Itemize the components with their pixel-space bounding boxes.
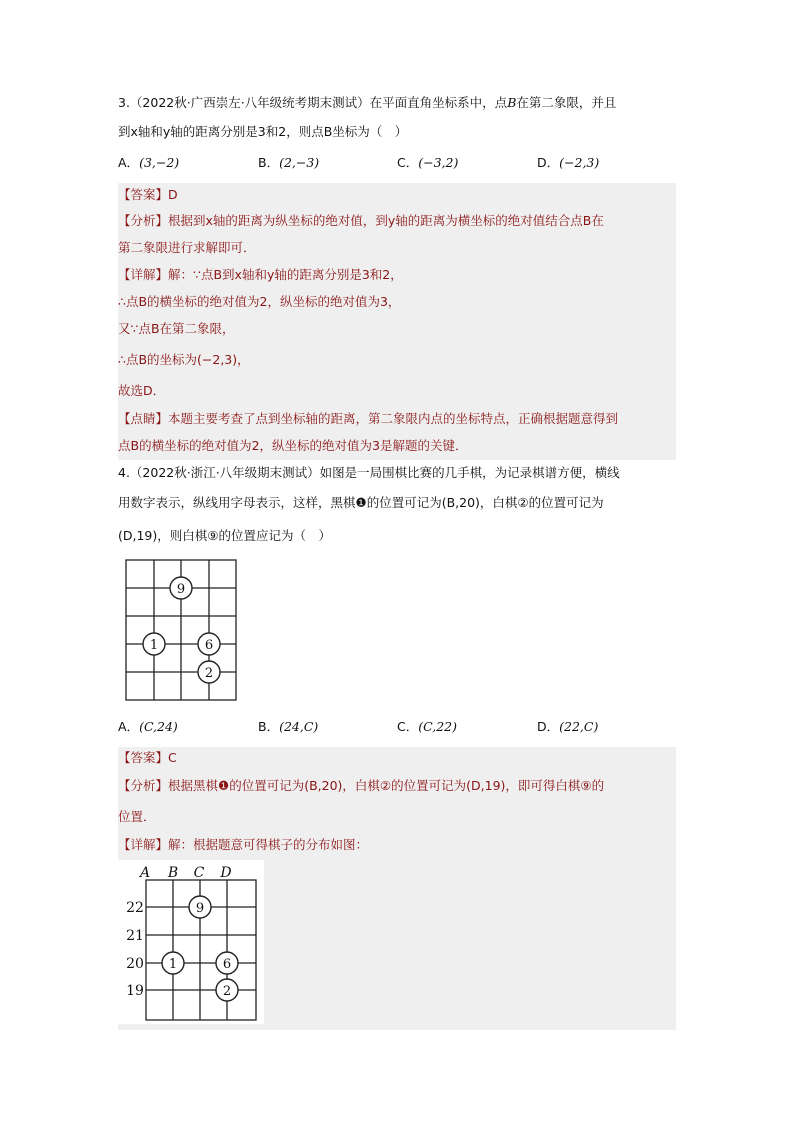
q4-analysis-line2: 位置． — [118, 809, 156, 824]
svg-text:2: 2 — [204, 666, 214, 681]
q3-detail-line5: 故选D． — [118, 383, 166, 398]
svg-text:9: 9 — [176, 582, 186, 597]
row-label-19: 19 — [126, 983, 144, 999]
svg-text:6: 6 — [204, 638, 214, 653]
svg-text:1: 1 — [168, 957, 178, 972]
labeled-stone-9 — [189, 896, 211, 918]
labeled-stone-6 — [216, 952, 238, 974]
q3-option-c: C．(−3,2) — [397, 155, 459, 170]
q3-analysis-line1: 【分析】根据到x轴的距离为纵坐标的绝对值，到y轴的距离为横坐标的绝对值结合点B在 — [118, 213, 604, 228]
stone-1 — [143, 633, 165, 655]
q3-detail-line4: ∴点B的坐标为(−2,3)， — [118, 352, 250, 367]
svg-text:9: 9 — [195, 901, 205, 916]
col-label-a: A — [139, 865, 151, 881]
q3-comment-line2: 点B的横坐标的绝对值为2，纵坐标的绝对值为3是解题的关键． — [118, 438, 468, 453]
svg-text:1: 1 — [149, 638, 159, 653]
svg-text:6: 6 — [222, 957, 232, 972]
labeled-stone-1 — [162, 952, 184, 974]
q4-option-c: C．(C,22) — [397, 719, 457, 734]
labeled-stone-2 — [216, 979, 238, 1001]
q4-answer: 【答案】C — [118, 750, 177, 765]
q3-stem-line2: 到x轴和y轴的距离分别是3和2，则点B坐标为（ ） — [118, 124, 408, 139]
q3-option-b: B．(2,−3) — [258, 155, 320, 170]
q3-option-a: A．(3,−2) — [118, 155, 180, 170]
svg-text:2: 2 — [222, 984, 232, 999]
q4-option-b: B．(24,C) — [258, 719, 319, 734]
row-label-22: 22 — [126, 900, 144, 916]
q3-detail-line3: 又∵点B在第二象限， — [118, 321, 235, 336]
stone-6 — [198, 633, 220, 655]
q3-stem-line1: 3.（2022秋·广西崇左·八年级统考期末测试）在平面直角坐标系中，点B在第二象限，并且 — [118, 95, 617, 110]
q4-stem-line2: 用数字表示，纵线用字母表示，这样，黑棋❶的位置可记为(B,20)，白棋②的位置可记为 — [118, 495, 604, 510]
q4-option-d: D．(22,C) — [537, 719, 599, 734]
q3-detail-line1: 【详解】解：∵点B到x轴和y轴的距离分别是3和2， — [118, 267, 403, 282]
q4-stem-line3: (D,19)，则白棋⑨的位置应记为（ ） — [118, 528, 331, 543]
q4-stem-line1: 4.（2022秋·浙江·八年级期末测试）如图是一局围棋比赛的几手棋，为记录棋谱方便，横线 — [118, 465, 620, 480]
stone-9 — [170, 577, 192, 599]
stone-2 — [198, 661, 220, 683]
col-label-d: D — [220, 865, 232, 881]
q3-option-d: D．(−2,3) — [537, 155, 600, 170]
q4-analysis-line1: 【分析】根据黑棋❶的位置可记为(B,20)，白棋②的位置可记为(D,19)，即可得白棋⑨的 — [118, 778, 605, 793]
q3-analysis-line2: 第二象限进行求解即可． — [118, 240, 256, 255]
q3-answer: 【答案】D — [118, 187, 178, 202]
q4-option-a: A．(C,24) — [118, 719, 178, 734]
row-label-21: 21 — [126, 928, 144, 944]
col-label-c: C — [193, 865, 205, 881]
q3-comment-line1: 【点睛】本题主要考查了点到坐标轴的距离，第二象限内点的坐标特点，正确根据题意得到 — [118, 411, 619, 426]
q4-detail-line1: 【详解】解：根据题意可得棋子的分布如图： — [118, 837, 369, 852]
row-label-20: 20 — [126, 956, 144, 972]
col-label-b: B — [167, 865, 179, 881]
q3-detail-line2: ∴点B的横坐标的绝对值为2，纵坐标的绝对值为3， — [118, 294, 401, 309]
go-board-figure — [124, 558, 240, 704]
go-board-labeled-figure — [118, 860, 264, 1024]
